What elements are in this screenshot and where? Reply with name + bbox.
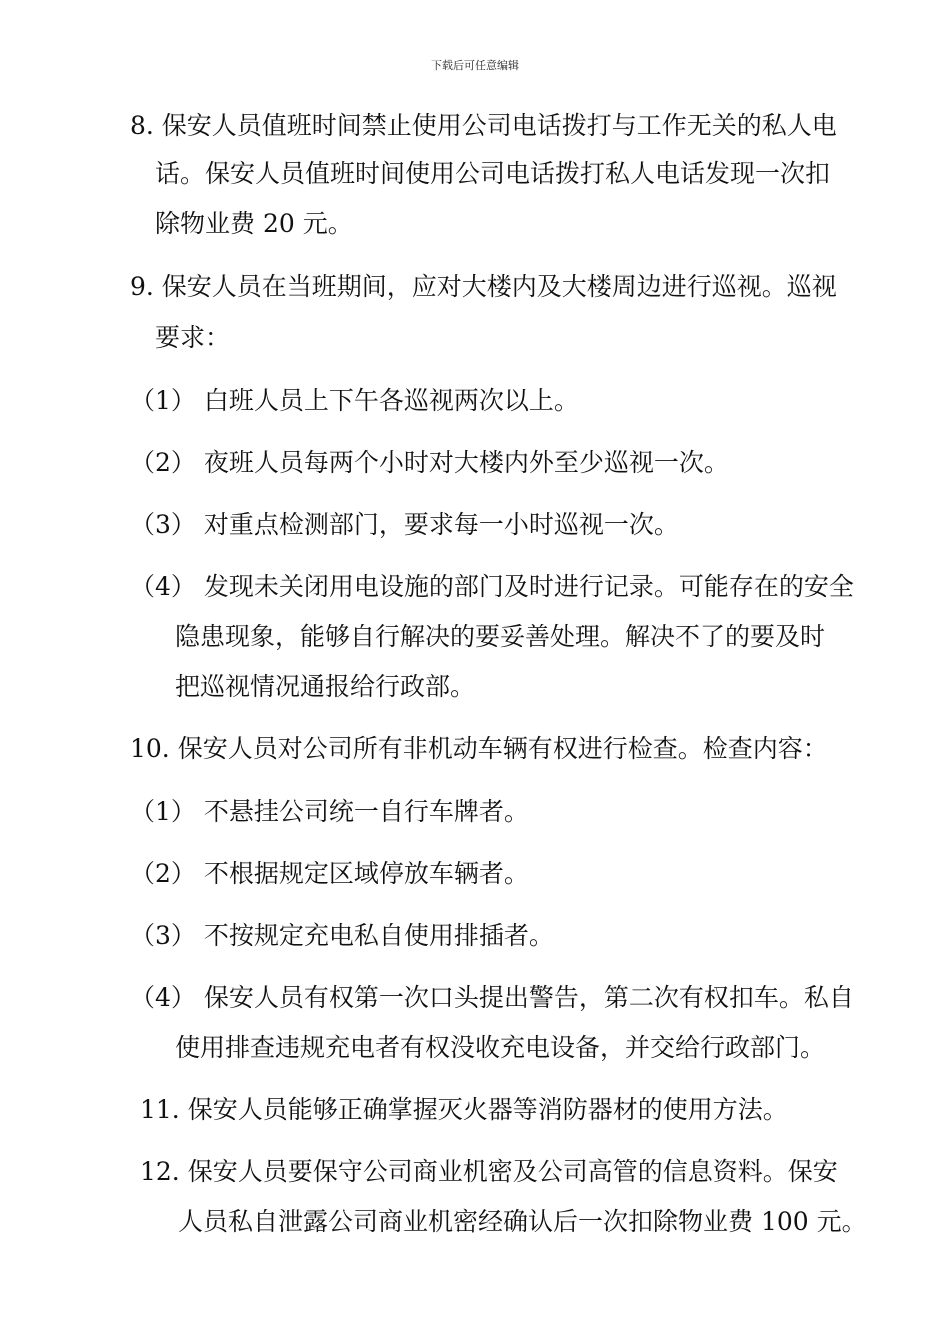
item-9-line-2: 要求： bbox=[155, 323, 231, 352]
item-12-line-2: 人员私自泄露公司商业机密经确认后一次扣除物业费 100 元。 bbox=[178, 1207, 867, 1236]
item-9-sub-2: （2） 夜班人员每两个小时对大楼内外至少巡视一次。 bbox=[130, 448, 729, 477]
item-9-sub-4-line-2: 隐患现象，能够自行解决的要妥善处理。解决不了的要及时 bbox=[175, 622, 826, 651]
item-8-line-1: 8. 保安人员值班时间禁止使用公司电话拨打与工作无关的私人电 bbox=[130, 111, 837, 140]
item-8-line-3: 除物业费 20 元。 bbox=[155, 209, 353, 238]
item-10-sub-3: （3） 不按规定充电私自使用排插者。 bbox=[130, 921, 554, 950]
item-10-sub-1: （1） 不悬挂公司统一自行车牌者。 bbox=[130, 797, 529, 826]
item-8-line-2: 话。保安人员值班时间使用公司电话拨打私人电话发现一次扣 bbox=[155, 159, 831, 188]
item-9-line-1: 9. 保安人员在当班期间，应对大楼内及大楼周边进行巡视。巡视 bbox=[130, 272, 837, 301]
item-10-sub-4-line-1: （4） 保安人员有权第一次口头提出警告，第二次有权扣车。私自 bbox=[130, 983, 854, 1012]
item-10-sub-2: （2） 不根据规定区域停放车辆者。 bbox=[130, 859, 529, 888]
item-9-sub-1: （1） 白班人员上下午各巡视两次以上。 bbox=[130, 386, 579, 415]
item-10-line-1: 10. 保安人员对公司所有非机动车辆有权进行检查。检查内容： bbox=[130, 734, 828, 763]
item-11-line-1: 11. 保安人员能够正确掌握灭火器等消防器材的使用方法。 bbox=[140, 1095, 788, 1124]
item-12-line-1: 12. 保安人员要保守公司商业机密及公司高管的信息资料。保安 bbox=[140, 1157, 838, 1186]
item-9-sub-3: （3） 对重点检测部门，要求每一小时巡视一次。 bbox=[130, 510, 679, 539]
page-header: 下载后可任意编辑 bbox=[431, 59, 519, 72]
item-9-sub-4-line-3: 把巡视情况通报给行政部。 bbox=[175, 672, 476, 701]
item-10-sub-4-line-2: 使用排查违规充电者有权没收充电设备，并交给行政部门。 bbox=[175, 1033, 826, 1062]
item-9-sub-4-line-1: （4） 发现未关闭用电设施的部门及时进行记录。可能存在的安全 bbox=[130, 572, 854, 601]
